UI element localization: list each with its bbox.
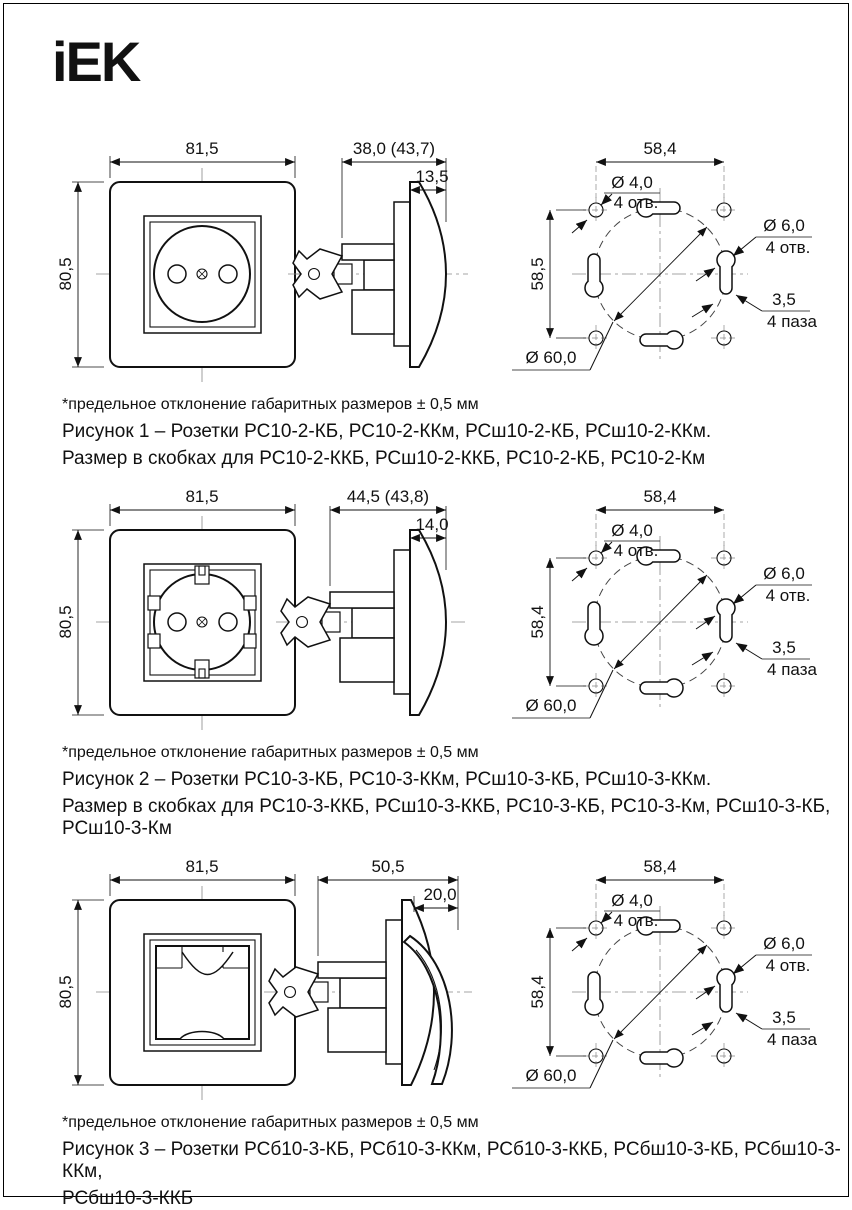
figure-3-captions [62, 1114, 848, 1210]
label-slot-width: 3,5 [772, 1008, 796, 1027]
mounting-template [512, 487, 817, 718]
side-view [276, 487, 468, 715]
dim-front-height: 80,5 [56, 257, 75, 291]
figure-3-caption-line1: Рисунок 3 – Розетки РСб10-3-КБ, РСб10-3-ККм, РСб10-3-ККБ, РСбш10-3-КБ, РСбш10-3-ККм, [62, 1139, 841, 1182]
label-hole-small-qty: 4 отв. [613, 193, 659, 212]
tolerance-note: *предельное отклонение габаритных размеров ± 0,5 мм [62, 396, 479, 413]
figure-1-captions [62, 396, 848, 470]
label-hole-big-dia: Ø 6,0 [763, 216, 805, 235]
dim-front-width: 81,5 [185, 487, 219, 506]
label-hole-small-dia: Ø 4,0 [611, 521, 653, 540]
figure-2-captions [62, 744, 848, 840]
dim-mount-height: 58,4 [528, 605, 547, 639]
figure-1-caption-line2: Размер в скобках для РС10-2-ККБ, РСш10-2-ККБ, РС10-2-КБ, РС10-2-Км [62, 448, 706, 469]
figure-2-drawing [20, 480, 832, 742]
figure-3-caption-line2: РСбш10-3-ККБ [62, 1188, 194, 1209]
label-hole-big-dia: Ø 6,0 [763, 564, 805, 583]
figure-2-caption-line1: Рисунок 2 – Розетки РС10-3-КБ, РС10-3-ККм, РСш10-3-КБ, РСш10-3-ККм. [62, 769, 712, 790]
label-hole-small-qty: 4 отв. [613, 911, 659, 930]
label-slot-qty: 4 паза [767, 312, 817, 331]
figure-1-caption-line1: Рисунок 1 – Розетки РС10-2-КБ, РС10-2-ККм, РСш10-2-КБ, РСш10-2-ККм. [62, 421, 712, 442]
label-hole-big-qty: 4 отв. [765, 956, 811, 975]
dim-side-face: 14,0 [415, 515, 449, 534]
dim-front-width: 81,5 [185, 857, 219, 876]
label-hole-small-qty: 4 отв. [613, 541, 659, 560]
mounting-template [512, 857, 817, 1088]
dim-front-width: 81,5 [185, 139, 219, 158]
figure-1-drawing [20, 132, 832, 394]
side-view [288, 139, 468, 367]
dim-mount-width: 58,4 [643, 857, 677, 876]
dim-side-face: 13,5 [415, 167, 449, 186]
label-circle-dia: Ø 60,0 [525, 348, 577, 367]
label-slot-width: 3,5 [772, 638, 796, 657]
label-circle-dia: Ø 60,0 [525, 696, 577, 715]
label-slot-qty: 4 паза [767, 660, 817, 679]
dim-side-depth: 50,5 [371, 857, 405, 876]
front-view-socket-grounded [56, 487, 310, 730]
label-hole-big-dia: Ø 6,0 [763, 934, 805, 953]
tolerance-note: *предельное отклонение габаритных размеров ± 0,5 мм [62, 1114, 479, 1131]
label-slot-qty: 4 паза [767, 1030, 817, 1049]
dim-mount-height: 58,5 [528, 257, 547, 291]
tolerance-note: *предельное отклонение габаритных размеров ± 0,5 мм [62, 744, 479, 761]
label-circle-dia: Ø 60,0 [525, 1066, 577, 1085]
dim-mount-width: 58,4 [643, 139, 677, 158]
dim-side-depth: 38,0 (43,7) [352, 139, 436, 158]
dim-mount-height: 58,4 [528, 975, 547, 1009]
figure-2-caption-line2: Размер в скобках для РС10-3-ККБ, РСш10-3-ККБ, РС10-3-КБ, РС10-3-Км, РСш10-3-КБ, РСш10-3-Км [62, 796, 831, 839]
dim-front-height: 80,5 [56, 605, 75, 639]
label-hole-small-dia: Ø 4,0 [611, 173, 653, 192]
label-hole-big-qty: 4 отв. [765, 586, 811, 605]
front-view-socket-no-ground [56, 139, 310, 382]
dim-front-height: 80,5 [56, 975, 75, 1009]
drawing-page [3, 3, 849, 1209]
label-hole-big-qty: 4 отв. [765, 238, 811, 257]
label-slot-width: 3,5 [772, 290, 796, 309]
iek-logo-text: iEK [52, 30, 140, 93]
iek-logo [52, 30, 848, 93]
mounting-template [512, 139, 817, 370]
figure-3-drawing [20, 850, 832, 1112]
dim-side-face: 20,0 [423, 885, 457, 904]
label-hole-small-dia: Ø 4,0 [611, 891, 653, 910]
dim-side-depth: 44,5 (43,8) [346, 487, 430, 506]
dim-mount-width: 58,4 [643, 487, 677, 506]
